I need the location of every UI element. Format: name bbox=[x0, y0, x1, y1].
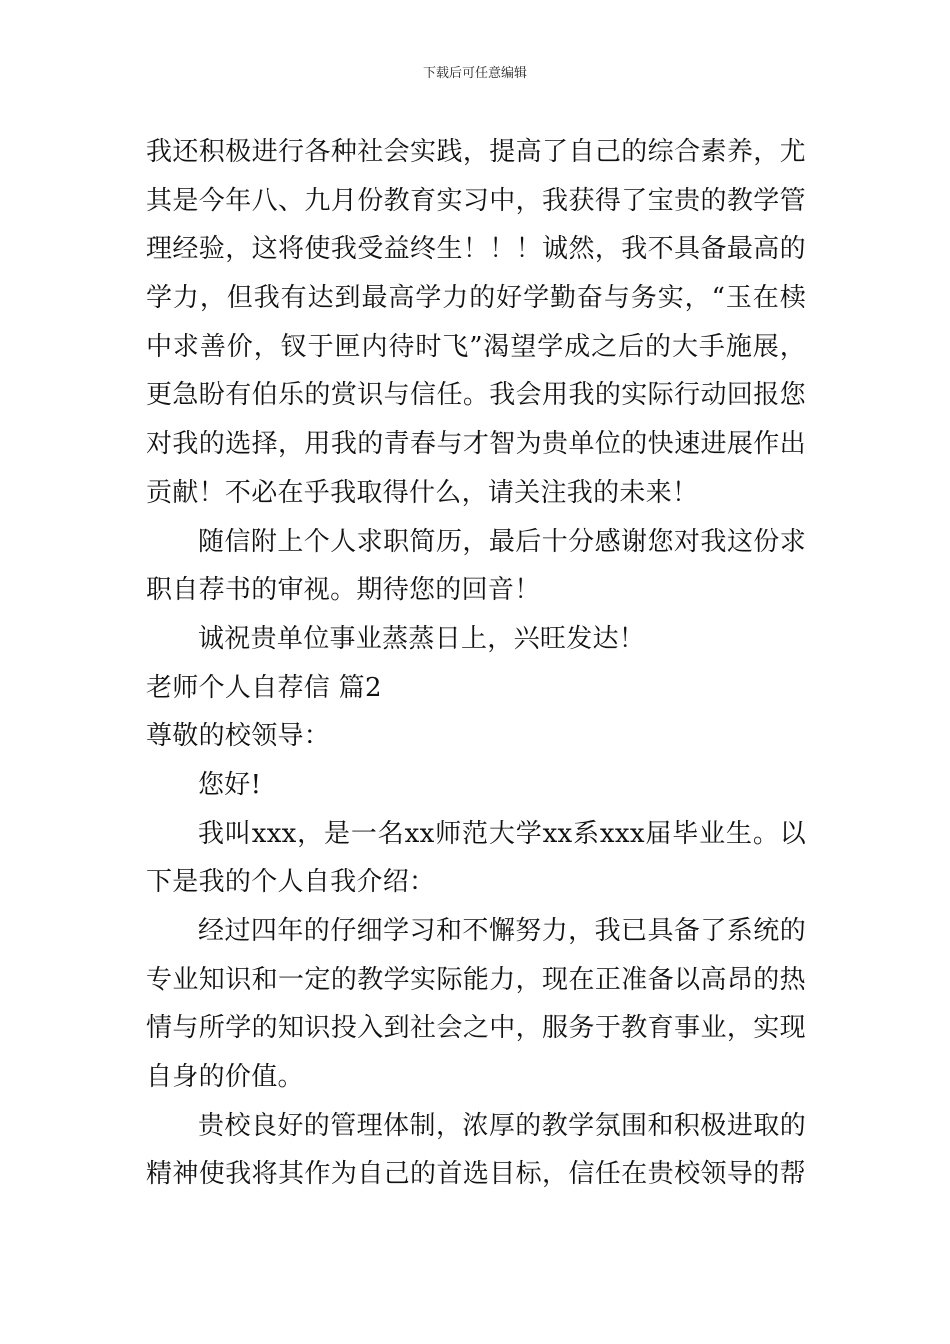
text-line: 对我的选择，用我的青春与才智为贵单位的快速进展作出 bbox=[146, 429, 806, 460]
text-line: 随信附上个人求职简历，最后十分感谢您对我这份求 bbox=[198, 526, 806, 557]
text-line: 下是我的个人自我介绍： bbox=[146, 867, 436, 898]
text-line: 专业知识和一定的教学实际能力，现在正准备以高昂的热 bbox=[146, 964, 806, 995]
text-line: 理经验，这将使我受益终生！！！诚然，我不具备最高的 bbox=[146, 234, 806, 265]
document-body bbox=[146, 128, 806, 1199]
text-line: 贵校良好的管理体制，浓厚的教学氛围和积极进取的 bbox=[198, 1110, 806, 1141]
text-line: 职自荐书的审视。期待您的回音！ bbox=[146, 575, 541, 606]
salutation: 尊敬的校领导： bbox=[146, 721, 331, 752]
greeting: 您好! bbox=[198, 769, 262, 800]
text-line: 贡献！不必在乎我取得什么，请关注我的未来！ bbox=[146, 477, 699, 508]
text-line: 经过四年的仔细学习和不懈努力，我已具备了系统的 bbox=[198, 916, 806, 946]
text-line: 情与所学的知识投入到社会之中，服务于教育事业，实现 bbox=[146, 1013, 806, 1044]
text-line: 精神使我将其作为自己的首选目标，信任在贵校领导的帮 bbox=[146, 1159, 806, 1190]
text-line: 其是今年八、九月份教育实习中，我获得了宝贵的教学管 bbox=[146, 185, 806, 216]
text-line: 更急盼有伯乐的赏识与信任。我会用我的实际行动回报您 bbox=[146, 380, 806, 411]
text-line: 中求善价，钗于匣内待时飞”渴望学成之后的大手施展， bbox=[146, 331, 806, 362]
section-heading: 老师个人自荐信 篇2 bbox=[146, 672, 382, 703]
text-line: 学力，但我有达到最高学力的好学勤奋与务实，“玉在椟 bbox=[146, 283, 806, 314]
text-line: 自身的价值。 bbox=[146, 1062, 304, 1093]
text-line: 诚祝贵单位事业蒸蒸日上，兴旺发达！ bbox=[198, 623, 646, 654]
text-line: 我叫xxx，是一名xx师范大学xx系xxx届毕业生。以 bbox=[198, 818, 806, 849]
page-header: 下载后可任意编辑 bbox=[422, 66, 527, 81]
text-line: 我还积极进行各种社会实践，提高了自己的综合素养，尤 bbox=[146, 137, 806, 167]
